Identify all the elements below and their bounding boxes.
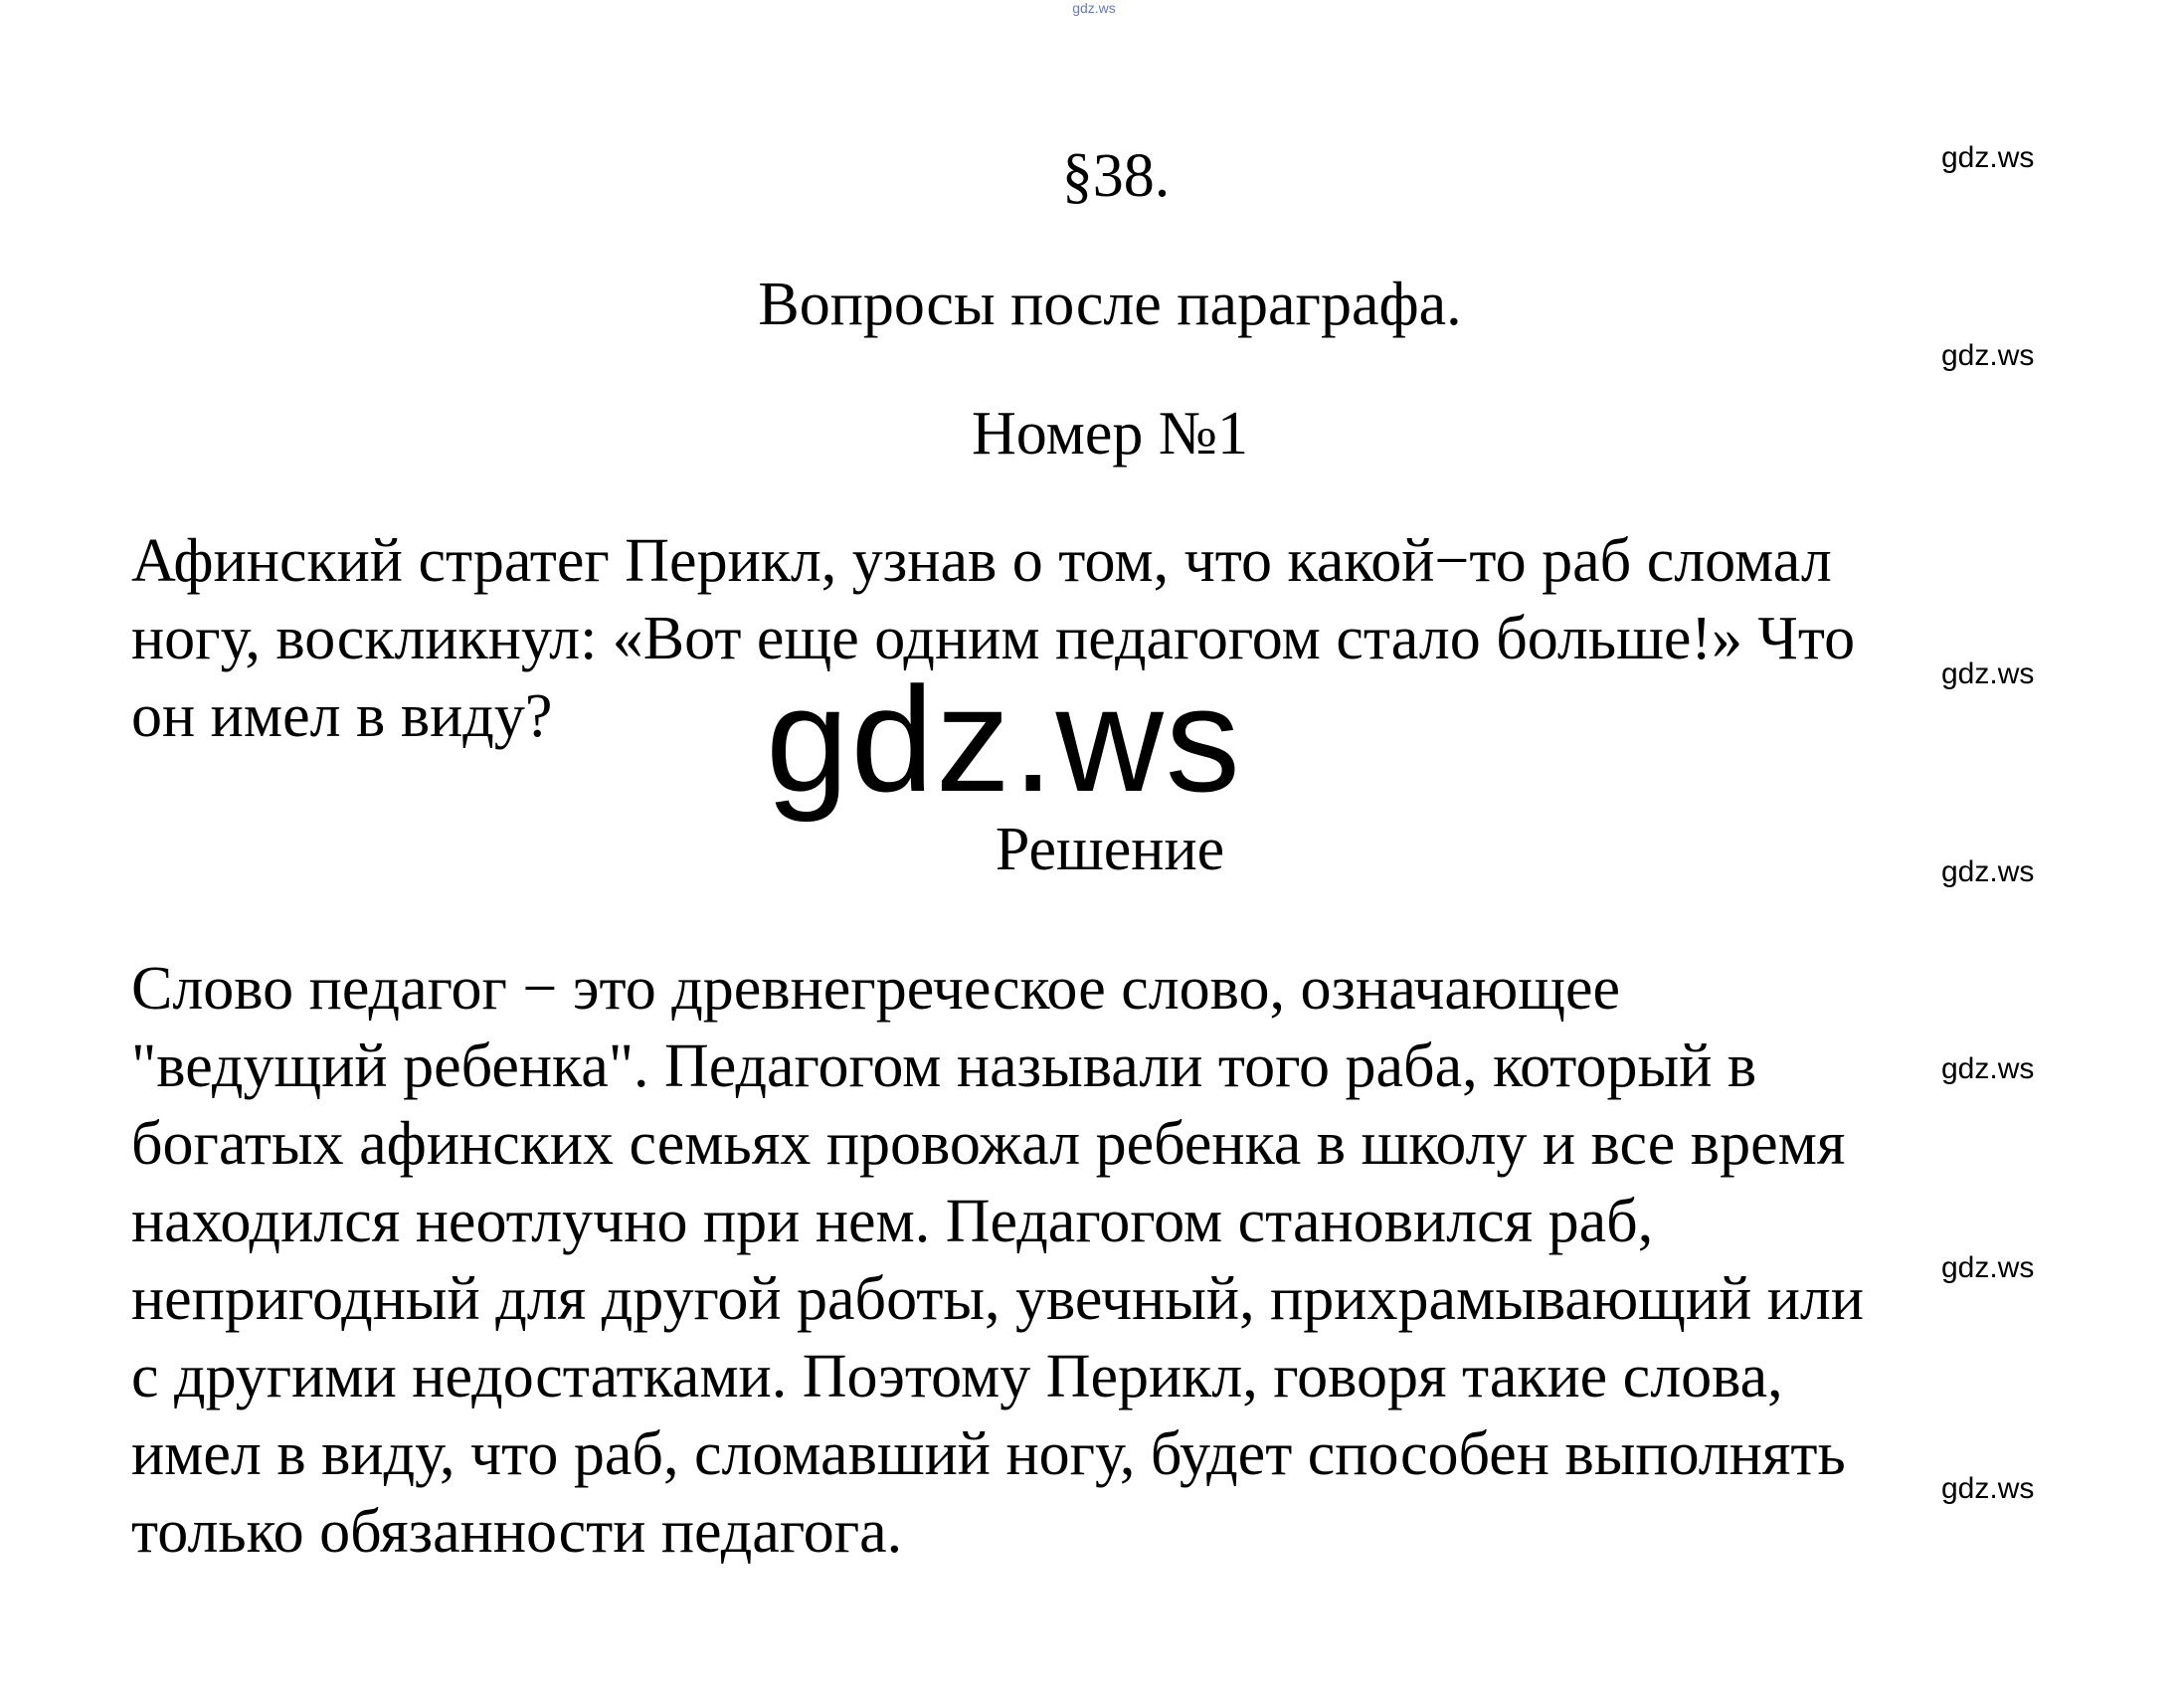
answer-line: с другими недостатками. Поэтому Перикл, говоря такие слова, — [131, 1343, 1783, 1410]
question-line: он имел в виду? — [131, 682, 553, 750]
big-watermark: gdz.ws — [766, 656, 1242, 823]
question-line: ногу, воскликнул: «Вот еще одним педагогом стало больше!» Что — [131, 605, 1856, 672]
side-watermark: gdz.ws — [1941, 1052, 2035, 1085]
number-heading: Номер №1 — [971, 400, 1248, 468]
answer-line: богатых афинских семьях провожал ребенка в школу и все время — [131, 1110, 1846, 1178]
solution-heading: Решение — [995, 816, 1225, 883]
section-heading: §38. — [1061, 142, 1171, 210]
side-watermark: gdz.ws — [1941, 1472, 2035, 1505]
answer-line: только обязанности педагога. — [131, 1498, 903, 1566]
side-watermark: gdz.ws — [1941, 855, 2035, 888]
question-line: Афинский стратег Перикл, узнав о том, что какой−то раб сломал — [131, 527, 1832, 595]
questions-heading: Вопросы после параграфа. — [758, 271, 1462, 338]
side-watermark: gdz.ws — [1941, 141, 2035, 174]
side-watermark: gdz.ws — [1941, 1251, 2035, 1284]
top-watermark: gdz.ws — [1072, 0, 1116, 16]
side-watermark: gdz.ws — [1941, 657, 2035, 690]
side-watermark: gdz.ws — [1941, 339, 2035, 372]
answer-line: Слово педагог − это древнегреческое слово, означающее — [131, 955, 1621, 1023]
answer-line: находился неотлучно при нем. Педагогом становился раб, — [131, 1188, 1654, 1255]
answer-line: "ведущий ребенка". Педагогом называли того раба, который в — [131, 1032, 1757, 1100]
answer-text — [131, 950, 2081, 1571]
answer-line: имел в виду, что раб, сломавший ногу, будет способен выполнять — [131, 1420, 1846, 1488]
answer-line: непригодный для другой работы, увечный, прихрамывающий или — [131, 1265, 1865, 1333]
